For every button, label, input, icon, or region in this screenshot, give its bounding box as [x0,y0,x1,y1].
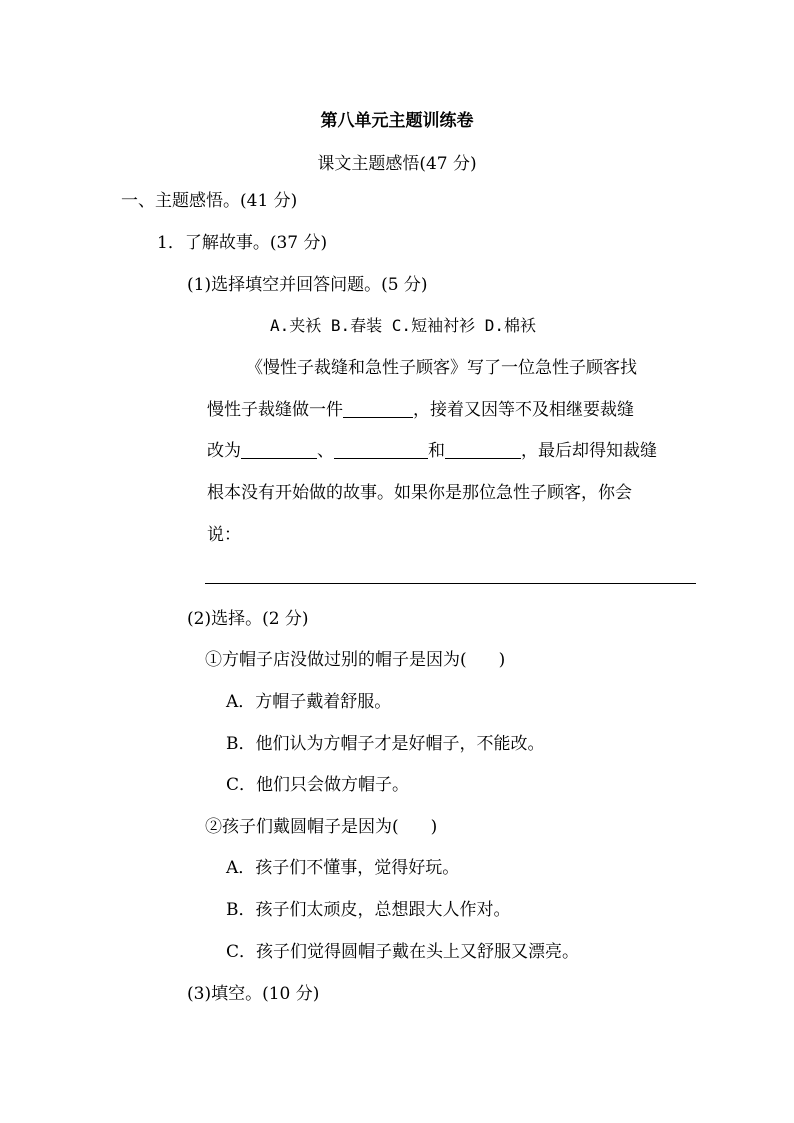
question-close: ) [498,650,506,670]
fill-blank-1[interactable] [343,401,413,418]
passage-text: 改为 [207,441,241,461]
option-2a[interactable]: A．孩子们不懂事，觉得好玩。 [226,858,460,878]
passage-text: 、 [317,441,334,461]
question-text: ②孩子们戴圆帽子是因为( [205,817,399,837]
question-text: ①方帽子店没做过别的帽子是因为( [205,650,467,670]
fill-blank-3[interactable] [334,442,428,459]
passage-line-3 [207,440,657,462]
option-1a[interactable]: A．方帽子戴着舒服。 [226,692,392,712]
sub-question-2 [205,816,437,838]
page-subtitle: 课文主题感悟(47 分) [317,154,477,174]
fill-blank-4[interactable] [445,442,521,459]
page-title: 第八单元主题训练卷 [320,111,474,131]
option-2b[interactable]: B．孩子们太顽皮，总想跟大人作对。 [226,900,511,920]
passage-text: ，接着又因等不及相继要裁缝 [413,400,634,420]
question-close: ) [430,817,438,837]
passage-line-4: 根本没有开始做的故事。如果你是那位急性子顾客，你会 [207,483,632,503]
part-3-heading: (3)填空。(10 分) [187,984,320,1004]
sub-question-1 [205,649,505,671]
answer-line[interactable] [205,583,696,584]
option-1b[interactable]: B．他们认为方帽子才是好帽子，不能改。 [226,734,545,754]
passage-line-2 [207,399,634,421]
option-1c[interactable]: C．他们只会做方帽子。 [226,775,410,795]
fill-blank-2[interactable] [241,442,317,459]
section-heading: 一、主题感悟。(41 分) [121,191,298,211]
part-1-heading: (1)选择填空并回答问题。(5 分) [187,275,428,295]
part-2-heading: (2)选择。(2 分) [187,609,309,629]
passage-line-1: 《慢性子裁缝和急性子顾客》写了一位急性子顾客找 [246,358,637,378]
question-1-heading: 1．了解故事。(37 分) [157,233,328,253]
passage-text: ，最后却得知裁缝 [521,441,657,461]
word-options: A.夹袄 B.春装 C.短袖衬衫 D.棉袄 [270,316,536,335]
passage-line-5: 说： [207,525,241,545]
option-2c[interactable]: C．孩子们觉得圆帽子戴在头上又舒服又漂亮。 [226,942,580,962]
passage-text: 慢性子裁缝做一件 [207,400,343,420]
passage-text: 和 [428,441,445,461]
